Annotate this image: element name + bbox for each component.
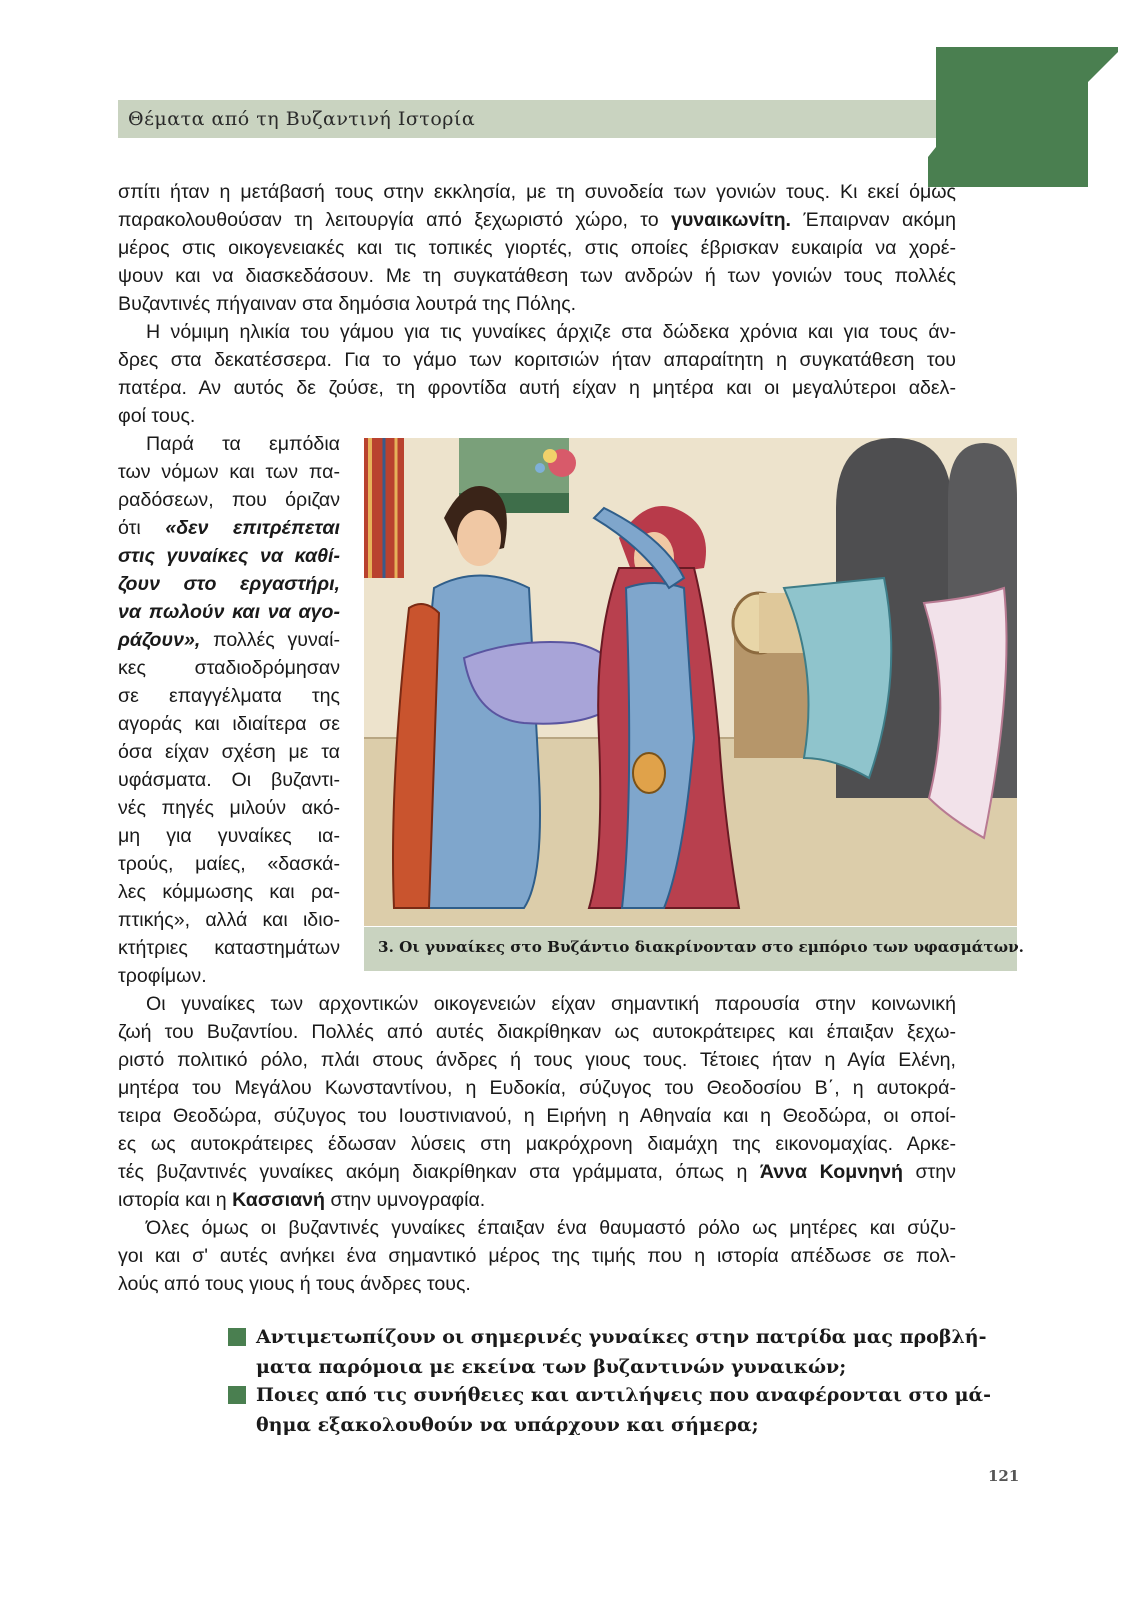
text-line: Βυζαντινές πήγαιναν στα δημόσια λουτρά της Πόλης. — [118, 293, 577, 315]
question-text: θημα εξακολουθούν να υπάρχουν και σήμερα; — [256, 1414, 759, 1436]
text-line: πτικής», αλλά και ιδιο- — [118, 909, 340, 931]
text-line: δρες στα δεκατέσσερα. Για το γάμο των κοριτσιών ήταν απαραίτητη η συγκατάθεση του — [118, 349, 956, 371]
quote-law: «δεν επιτρέπεται — [165, 517, 340, 539]
text-line: τροφίμων. — [118, 965, 207, 987]
text-line: ότι «δεν επιτρέπεται — [118, 517, 340, 539]
corner-tab-shape — [928, 47, 1118, 192]
text-line: όσα είχαν σχέση με τα — [118, 741, 340, 763]
text-line: Οι γυναίκες των αρχοντικών οικογενειών είχαν σημαντική παρουσία στην κοινωνική — [146, 993, 956, 1015]
question-text: Αντιμετωπίζουν οι σημερινές γυναίκες στην πατρίδα μας προβλή- — [256, 1326, 987, 1348]
text-line: μητέρα του Μεγάλου Κωνσταντίνου, η Ευδοκία, σύζυγος του Θεοδοσίου Β΄, η αυτοκρά- — [118, 1077, 956, 1099]
text-line: φοί τους. — [118, 405, 196, 427]
question-text: ματα παρόμοια με εκείνα των βυζαντινών γυναικών; — [256, 1356, 847, 1378]
question-text: Ποιες από τις συνήθειες και αντιλήψεις που αναφέρονται στο μά- — [256, 1384, 992, 1406]
text-line: στις γυναίκες να καθί- — [118, 545, 340, 567]
text-line: ψουν και να διασκεδάσουν. Με τη συγκατάθεση των ανδρών ή των γονιών τους πολλές — [118, 265, 956, 287]
figure-caption: 3. Οι γυναίκες στο Βυζάντιο διακρίνονταν στο εμπόριο των υφασμάτων. — [378, 938, 1024, 956]
text-line: σπίτι ήταν η μετάβασή τους στην εκκλησία, με τη συνοδεία των γονιών τους. Κι εκεί όμως — [118, 181, 956, 203]
text-line: λούς από τους γιους ή τους άνδρες τους. — [118, 1273, 471, 1295]
text-line: αγοράς και ιδιαίτερα σε — [118, 713, 340, 735]
text-line: μέρος στις οικογενειακές και τις τοπικές γιορτές, στις οποίες έβρισκαν ευκαιρία να χορέ- — [118, 237, 956, 259]
text-line: νές πηγές μιλούν ακό- — [118, 797, 340, 819]
text-line: υφάσματα. Οι βυζαντι- — [118, 769, 340, 791]
text-line: ζωή του Βυζαντίου. Πολλές από αυτές διακρίθηκαν ως αυτοκράτειρες και έπαιξαν ξεχω- — [118, 1021, 956, 1043]
text-line: πατέρα. Αν αυτός δε ζούσε, τη φροντίδα αυτή είχαν η μητέρα και οι μεγαλύτεροι αδελ- — [118, 377, 956, 399]
text-line: τές βυζαντινές γυναίκες ακόμη διακρίθηκαν στα γράμματα, όπως η Άννα Κομνηνή στην — [118, 1161, 956, 1183]
text-line: Η νόμιμη ηλικία του γάμου για τις γυναίκες άρχιζε στα δώδεκα χρόνια και για τους άν- — [146, 321, 956, 343]
text-line: ράζουν», πολλές γυναί- — [118, 629, 340, 651]
text-line: ραδόσεων, που όριζαν — [118, 489, 340, 511]
text-line: ιστορία και η Κασσιανή στην υμνογραφία. — [118, 1189, 486, 1211]
text-line: Όλες όμως οι βυζαντινές γυναίκες έπαιξαν ένα θαυμαστό ρόλο ως μητέρες και σύζυ- — [146, 1217, 956, 1239]
text-line: σε επαγγέλματα της — [118, 685, 340, 707]
text-line: ριστό πολιτικό ρόλο, πλάι στους άνδρες ή τους γιους τους. Τέτοιες ήταν η Αγία Ελένη, — [118, 1049, 956, 1071]
text-line: κτήτριες καταστημάτων — [118, 937, 340, 959]
green-square-bullet-icon — [228, 1328, 246, 1346]
text-line: λες κόμμωσης και ρα- — [118, 881, 340, 903]
text-line: ζουν στο εργαστήρι, — [118, 573, 340, 595]
text-line: τειρα Θεοδώρα, σύζυγος του Ιουστινιανού, η Ειρήνη η Αθηναία και η Θεοδώρα, οι οποί- — [118, 1105, 956, 1127]
running-header-title: Θέματα από τη Βυζαντινή Ιστορία — [128, 108, 476, 130]
keyword-gynaikonitis: γυναικωνίτη. — [670, 209, 791, 231]
keyword-anna-komnene: Άννα Κομνηνή — [759, 1161, 903, 1183]
text-line: κες σταδιοδρόμησαν — [118, 657, 340, 679]
text-line: να πωλούν και να αγο- — [118, 601, 340, 623]
text-line: τρούς, μαίες, «δασκά- — [118, 853, 340, 875]
text-line: Παρά τα εμπόδια — [146, 433, 340, 455]
illustration-byzantine-women-fabrics — [364, 438, 1017, 926]
green-square-bullet-icon — [228, 1386, 246, 1404]
question-item — [228, 1322, 987, 1384]
page-number: 121 — [988, 1467, 1020, 1485]
text-line: ες ως αυτοκράτειρες έδωσαν λύσεις στη μακρόχρονη διαμάχη της εικονομαχίας. Αρκε- — [118, 1133, 956, 1155]
text-line: μη για γυναίκες ια- — [118, 825, 340, 847]
keyword-kassiani: Κασσιανή — [232, 1189, 326, 1211]
question-item — [228, 1380, 992, 1442]
text-line: παρακολουθούσαν τη λειτουργία από ξεχωριστό χώρο, το γυναικωνίτη. Έπαιρναν ακόμη — [118, 209, 956, 231]
text-line: γοι και σ' αυτές ανήκει ένα σημαντικό μέρος της τιμής που η ιστορία απέδωσε σε πολ- — [118, 1245, 956, 1267]
text-line: των νόμων και των πα- — [118, 461, 340, 483]
